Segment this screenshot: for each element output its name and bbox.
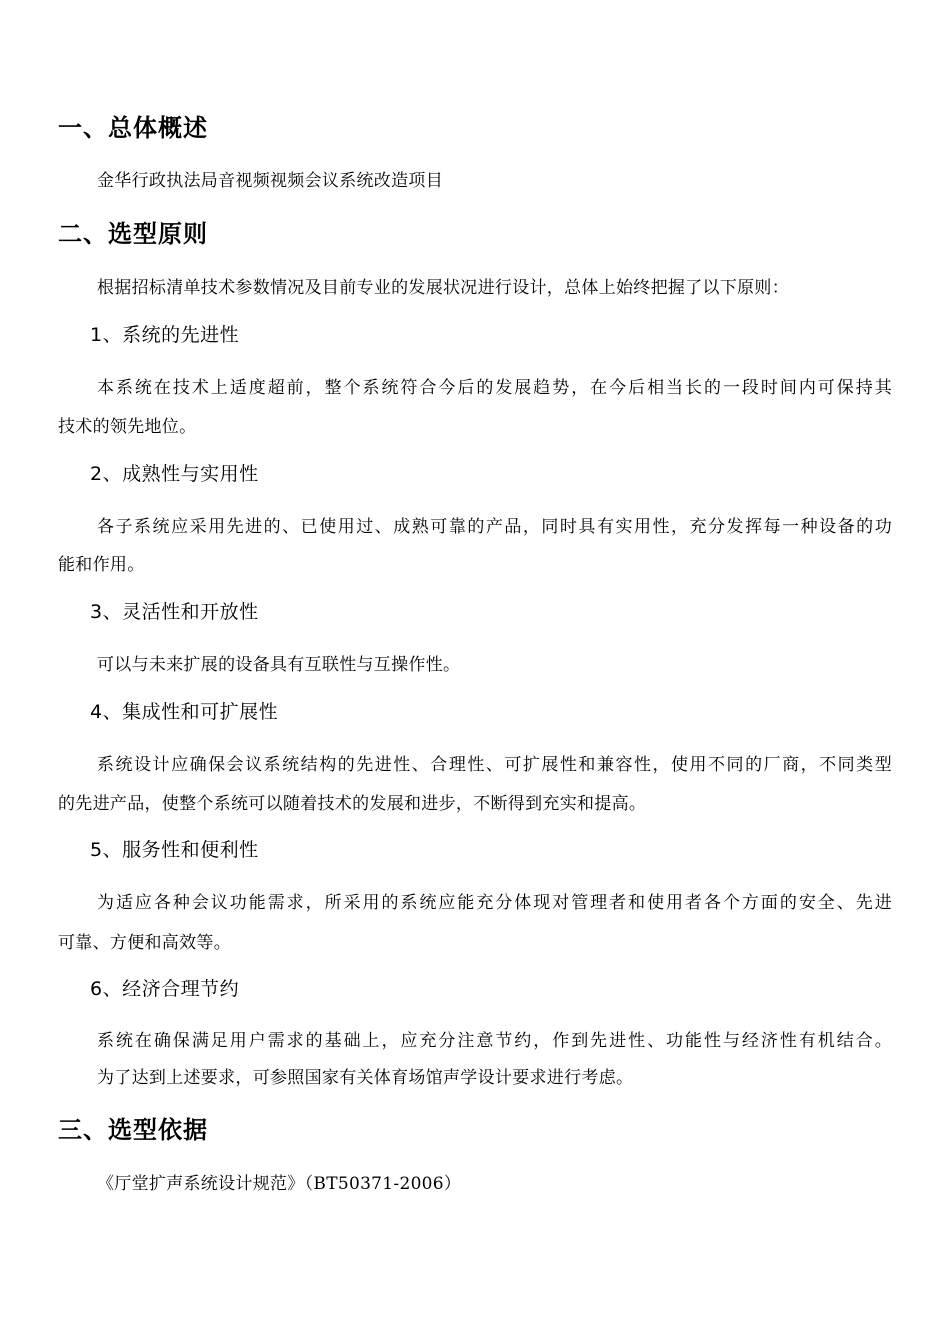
section-heading-principles: 二、选型原则 xyxy=(58,220,208,248)
principle-1-line-2: 技术的领先地位。 xyxy=(58,417,197,437)
section-heading-overview: 一、总体概述 xyxy=(58,114,208,142)
principle-title-6: 6、经济合理节约 xyxy=(90,978,240,1000)
principle-4-line-2: 的先进产品，使整个系统可以随着技术的发展和进步，不断得到充实和提高。 xyxy=(58,794,647,814)
principle-6-line-2: 为了达到上述要求，可参照国家有关体育场馆声学设计要求进行考虑。 xyxy=(97,1068,634,1088)
principle-5-line-1: 为适应各种会议功能需求，所采用的系统应能充分体现对管理者和使用者各个方面的安全、先进 xyxy=(97,893,892,913)
principle-4-line-1: 系统设计应确保会议系统结构的先进性、合理性、可扩展性和兼容性，使用不同的厂商，不同类型 xyxy=(97,755,892,775)
principle-1-line-1: 本系统在技术上适度超前，整个系统符合今后的发展趋势，在今后相当长的一段时间内可保持其 xyxy=(97,378,892,398)
section-heading-basis: 三、选型依据 xyxy=(58,1116,208,1144)
principle-2-line-2: 能和作用。 xyxy=(58,555,145,575)
principle-2-line-1: 各子系统应采用先进的、已使用过、成熟可靠的产品，同时具有实用性，充分发挥每一种设备的功 xyxy=(97,517,892,537)
principle-title-4: 4、集成性和可扩展性 xyxy=(90,701,279,723)
principle-title-3: 3、灵活性和开放性 xyxy=(90,601,259,623)
principle-6-line-1: 系统在确保满足用户需求的基础上，应充分注意节约，作到先进性、功能性与经济性有机结合。 xyxy=(97,1031,892,1051)
principle-title-1: 1、系统的先进性 xyxy=(90,324,240,346)
principle-5-line-2: 可靠、方便和高效等。 xyxy=(58,933,231,953)
standard-reference: 《厅堂扩声系统设计规范》（BT50371-2006） xyxy=(97,1174,462,1194)
principle-3-line-1: 可以与未来扩展的设备具有互联性与互操作性。 xyxy=(97,655,461,675)
project-name-paragraph: 金华行政执法局音视频视频会议系统改造项目 xyxy=(97,171,443,191)
principle-title-5: 5、服务性和便利性 xyxy=(90,839,259,861)
principles-intro: 根据招标清单技术参数情况及目前专业的发展状况进行设计，总体上始终把握了以下原则： xyxy=(97,278,789,298)
principle-title-2: 2、成熟性与实用性 xyxy=(90,463,259,485)
